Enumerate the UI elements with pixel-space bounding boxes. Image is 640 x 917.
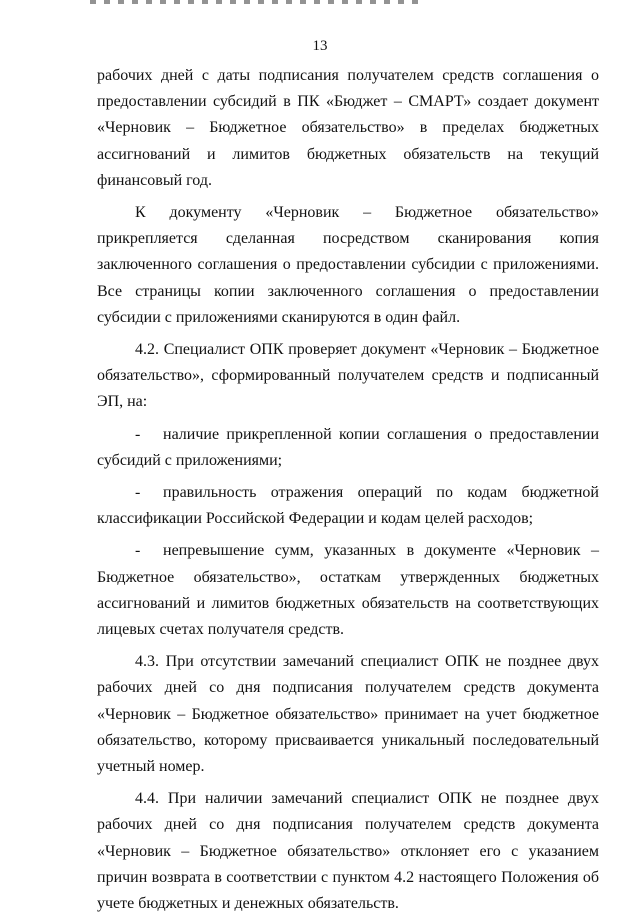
list-item-classification: [97, 480, 599, 532]
list-item-text: непревышение сумм, указанных в документе «Черновик – Бюджетное обязательство», остаткам утвержденных бюджетных ассигнований и лимитов бюджетных обязательств на соответствующих лицевых счетах получателя средств.: [97, 542, 599, 639]
list-bullet: -: [135, 425, 141, 443]
list-item-attached-copy: [97, 422, 599, 474]
document-body: [97, 63, 599, 917]
paragraph-continuation: рабочих дней с даты подписания получателем средств соглашения о предоставлении субсидий в ПК «Бюджет – СМАРТ» создает документ «Черновик – Бюджетное обязательство» в пределах бюджетных ассигнований и лимитов бюджетных обязательств на текущий финансовый год.: [97, 67, 599, 189]
paragraph-attachment: К документу «Черновик – Бюджетное обязательство» прикрепляется сделанная посредством сканирования копия заключенного соглашения о предоставлении субсидии с приложениями. Все страницы копии заключенного соглашения о предоставлении субсидии с приложениями сканируются в один файл.: [97, 204, 599, 326]
paragraph-4-4: 4.4. При наличии замечаний специалист ОПК не позднее двух рабочих дней со дня подписания получателем средств документа «Черновик – Бюджетное обязательство» отклоняет его с указанием причин возврата в соответствии с пунктом 4.2 настоящего Положения об учете бюджетных и денежных обязательств.: [97, 790, 599, 913]
list-item-text: наличие прикрепленной копии соглашения о предоставлении субсидий с приложениями;: [97, 425, 599, 469]
list-bullet: -: [135, 542, 141, 560]
paragraph-4-2: 4.2. Специалист ОПК проверяет документ «Черновик – Бюджетное обязательство», сформированный получателем средств и подписанный ЭП, на:: [97, 341, 599, 411]
page-number: 13: [312, 38, 328, 54]
list-bullet: -: [135, 484, 141, 502]
list-item-limits: [97, 538, 599, 643]
list-item-text: правильность отражения операций по кодам бюджетной классификации Российской Федерации и кодам целей расходов;: [97, 484, 599, 528]
paragraph-4-3: 4.3. При отсутствии замечаний специалист ОПК не позднее двух рабочих дней со дня подписания получателем средств документа «Черновик – Бюджетное обязательство» принимает на учет бюджетное обязательство, которому присваивается уникальный последовательный учетный номер.: [97, 653, 599, 776]
scan-artifact: [90, 0, 420, 4]
